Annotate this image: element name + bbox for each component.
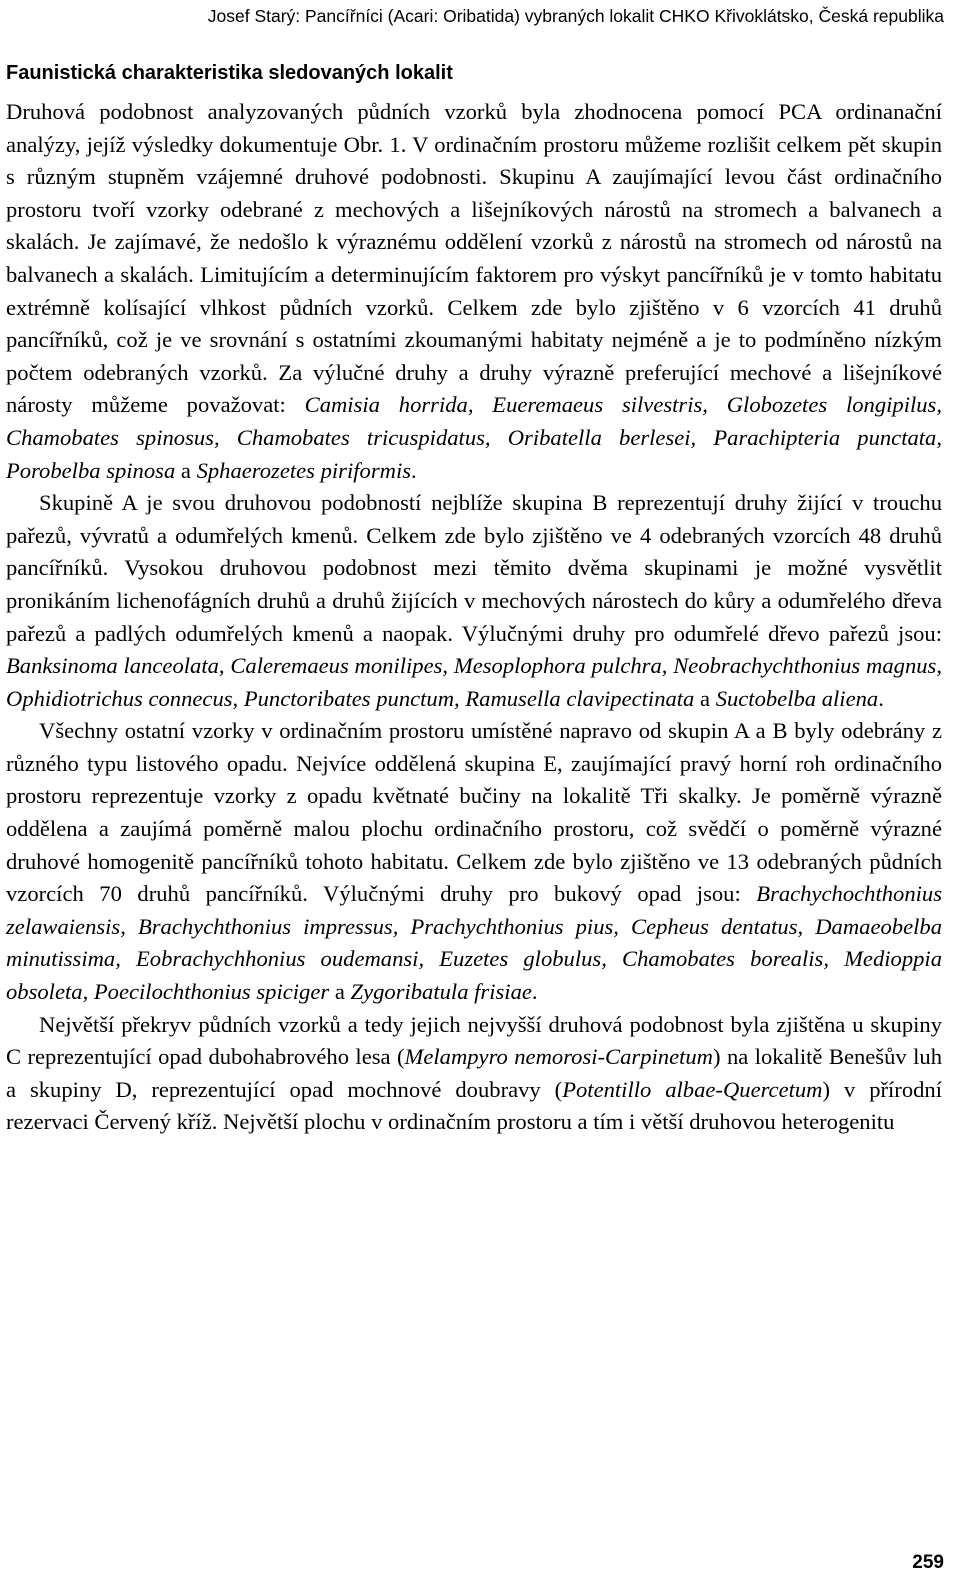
paragraph-1-text: Druhová podobnost analyzovaných půdních vzorků byla zhodnocena pomocí PCA ordinanační analýzy, jejíž výsledky dokumentuje Obr. 1. V ordinačním prostoru můžeme rozlišit celkem pět skupin s různým stupněm vzájemné druhové podobnosti. Skupinu A zaujímající levou část ordinačního prostoru tvoří vzorky odebrané z mechových a lišejníkových nárostů na stromech a balvanech a skalách. Je zajímavé, že nedošlo k výraznému oddělení vzorků z nárostů na stromech od nárostů na balvanech a skalách. Limitujícím a determinujícím faktorem pro výskyt pancířníků je v tomto habitatu extrémně kolísající vlhkost půdních vzorků. Celkem zde bylo zjištěno v 6 vzorcích 41 druhů pancířníků, což je ve srovnání s ostatními zkoumanými habitaty nejméně a je to podmíněno nízkým počtem odebraných vzorků. Za výlučné druhy a druhy výrazně preferující mechové a lišejníkové nárosty můžeme považovat: [6, 99, 942, 418]
plant-association-name: Potentillo albae-Quercetum [562, 1076, 823, 1102]
running-head: Josef Starý: Pancířníci (Acari: Oribatida) vybraných lokalit CHKO Křivoklátsko, Česká republika [207, 6, 944, 26]
paragraph-4-text: ) v přírodní rezervaci Červený kříž. Největší plochu v ordinačním prostoru a tím i větší druhovou heterogenitu [6, 1076, 942, 1135]
punctuation: . [878, 685, 884, 711]
paragraph-4-text: ) na lokalitě Benešův luh a skupiny D, reprezentující opad mochnové doubravy ( [6, 1044, 942, 1102]
body-text [6, 96, 942, 1139]
species-list: Camisia horrida, Eueremaeus silvestris, Globozetes longipilus, Chamobates spinosus, Chamobates tricuspidatus, Oribatella berlesei, Parachipteria punctata, Porobelba spinosa [6, 392, 942, 483]
paragraph-4-text: Největší překryv půdních vzorků a tedy jejich nejvyšší druhová podobnost byla zjištěna u skupiny C reprezentující opad dubohabrového lesa ( [6, 1011, 942, 1070]
conjunction: a [694, 685, 716, 711]
paragraph-4 [6, 1009, 942, 1139]
plant-association-name: Melampyro nemorosi-Carpinetum [404, 1044, 713, 1070]
paragraph-3 [6, 715, 942, 1008]
conjunction: a [175, 457, 197, 483]
species-name: Zygoribatula frisiae [350, 979, 532, 1005]
page-number: 259 [912, 1552, 944, 1573]
paragraph-3-text: Všechny ostatní vzorky v ordinačním prostoru umístěné napravo od skupin A a B byly odebrány z různého typu listového opadu. Nejvíce oddělená skupina E, zaujímající pravý horní roh ordinačního prostoru reprezentuje vzorky z opadu květnaté bučiny na lokalitě Tři skalky. Je poměrně výrazně oddělena a zaujímá poměrně malou plochu ordinačního prostoru, což svědčí o poměrně výrazné druhové homogenitě pancířníků tohoto habitatu. Celkem zde bylo zjištěno ve 13 odebraných půdních vzorcích 70 druhů pancířníků. Výlučnými druhy pro bukový opad jsou: [6, 718, 942, 907]
paragraph-2 [6, 487, 942, 715]
species-list: Brachychochthonius zelawaiensis, Brachychthonius impressus, Prachychthonius pius, Cepheus dentatus, Damaeobelba minutissima, Eobrachychhonius oudemansi, Euzetes globulus, Chamobates borealis, Medioppia obsoleta, Poecilochthonius spiciger [6, 881, 942, 1005]
species-name: Sphaerozetes piriformis [196, 457, 412, 483]
punctuation: . [411, 457, 417, 483]
paragraph-1 [6, 96, 942, 487]
conjunction: a [329, 979, 351, 1005]
species-list: Banksinoma lanceolata, Caleremaeus monilipes, Mesoplophora pulchra, Neobrachychthonius magnus, Ophidiotrichus connecus, Punctoribates punctum, Ramusella clavipectinata [6, 653, 942, 711]
punctuation: . [531, 979, 538, 1005]
species-name: Suctobelba aliena [715, 685, 879, 711]
section-title: Faunistická charakteristika sledovaných lokalit [6, 62, 453, 84]
paragraph-2-text: Skupině A je svou druhovou podobností nejblíže skupina B reprezentují druhy žijící v trouchu pařezů, vývratů a odumřelých kmenů. Celkem zde bylo zjištěno ve 4 odebraných vzorcích 48 druhů pancířníků. Vysokou druhovou podobnost mezi těmito dvěma skupinami je možné vysvětlit pronikáním lichenofágních druhů a druhů žijících v mechových nárostech do kůry a odumřelého dřeva pařezů a padlých odumřelých kmenů a naopak. Výlučnými druhy pro odumřelé dřevo pařezů jsou: [6, 490, 942, 646]
